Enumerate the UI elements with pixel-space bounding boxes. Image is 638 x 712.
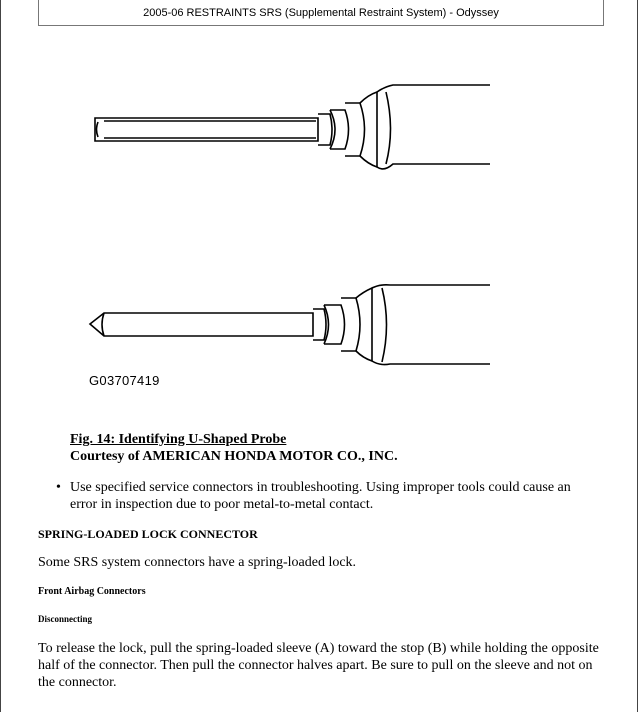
page-border-left <box>0 0 1 712</box>
u-shaped-probe-illustration <box>80 80 500 390</box>
subheading-front-airbag: Front Airbag Connectors <box>38 586 146 597</box>
page-header <box>38 0 604 26</box>
upper-probe-drawing <box>95 85 490 169</box>
bullet-text: Use specified service connectors in troubleshooting. Using improper tools could cause an error in inspection due to poor metal-to-metal contact. <box>70 480 571 512</box>
figure-caption <box>70 431 398 465</box>
bullet-item <box>56 479 596 513</box>
figure-code: G03707419 <box>89 373 160 388</box>
paragraph-spring-loaded: Some SRS system connectors have a spring-loaded lock. <box>38 555 357 570</box>
lower-probe-drawing <box>90 285 490 365</box>
paragraph-release-lock: To release the lock, pull the spring-loaded sleeve (A) toward the stop (B) while holding the opposite half of the connector. Then pull the connector halves apart. Be sure to pull on the sleeve and not on the connector. <box>38 641 599 690</box>
bullet-dot-icon: • <box>56 480 61 495</box>
figure-caption-title: Fig. 14: Identifying U-Shaped Probe <box>70 432 287 447</box>
section-heading-spring-loaded: SPRING-LOADED LOCK CONNECTOR <box>38 527 258 541</box>
subheading-disconnecting: Disconnecting <box>38 614 92 624</box>
figure-caption-credit: Courtesy of AMERICAN HONDA MOTOR CO., INC. <box>70 449 398 464</box>
header-title: 2005-06 RESTRAINTS SRS (Supplemental Restraint System) - Odyssey <box>143 6 499 19</box>
